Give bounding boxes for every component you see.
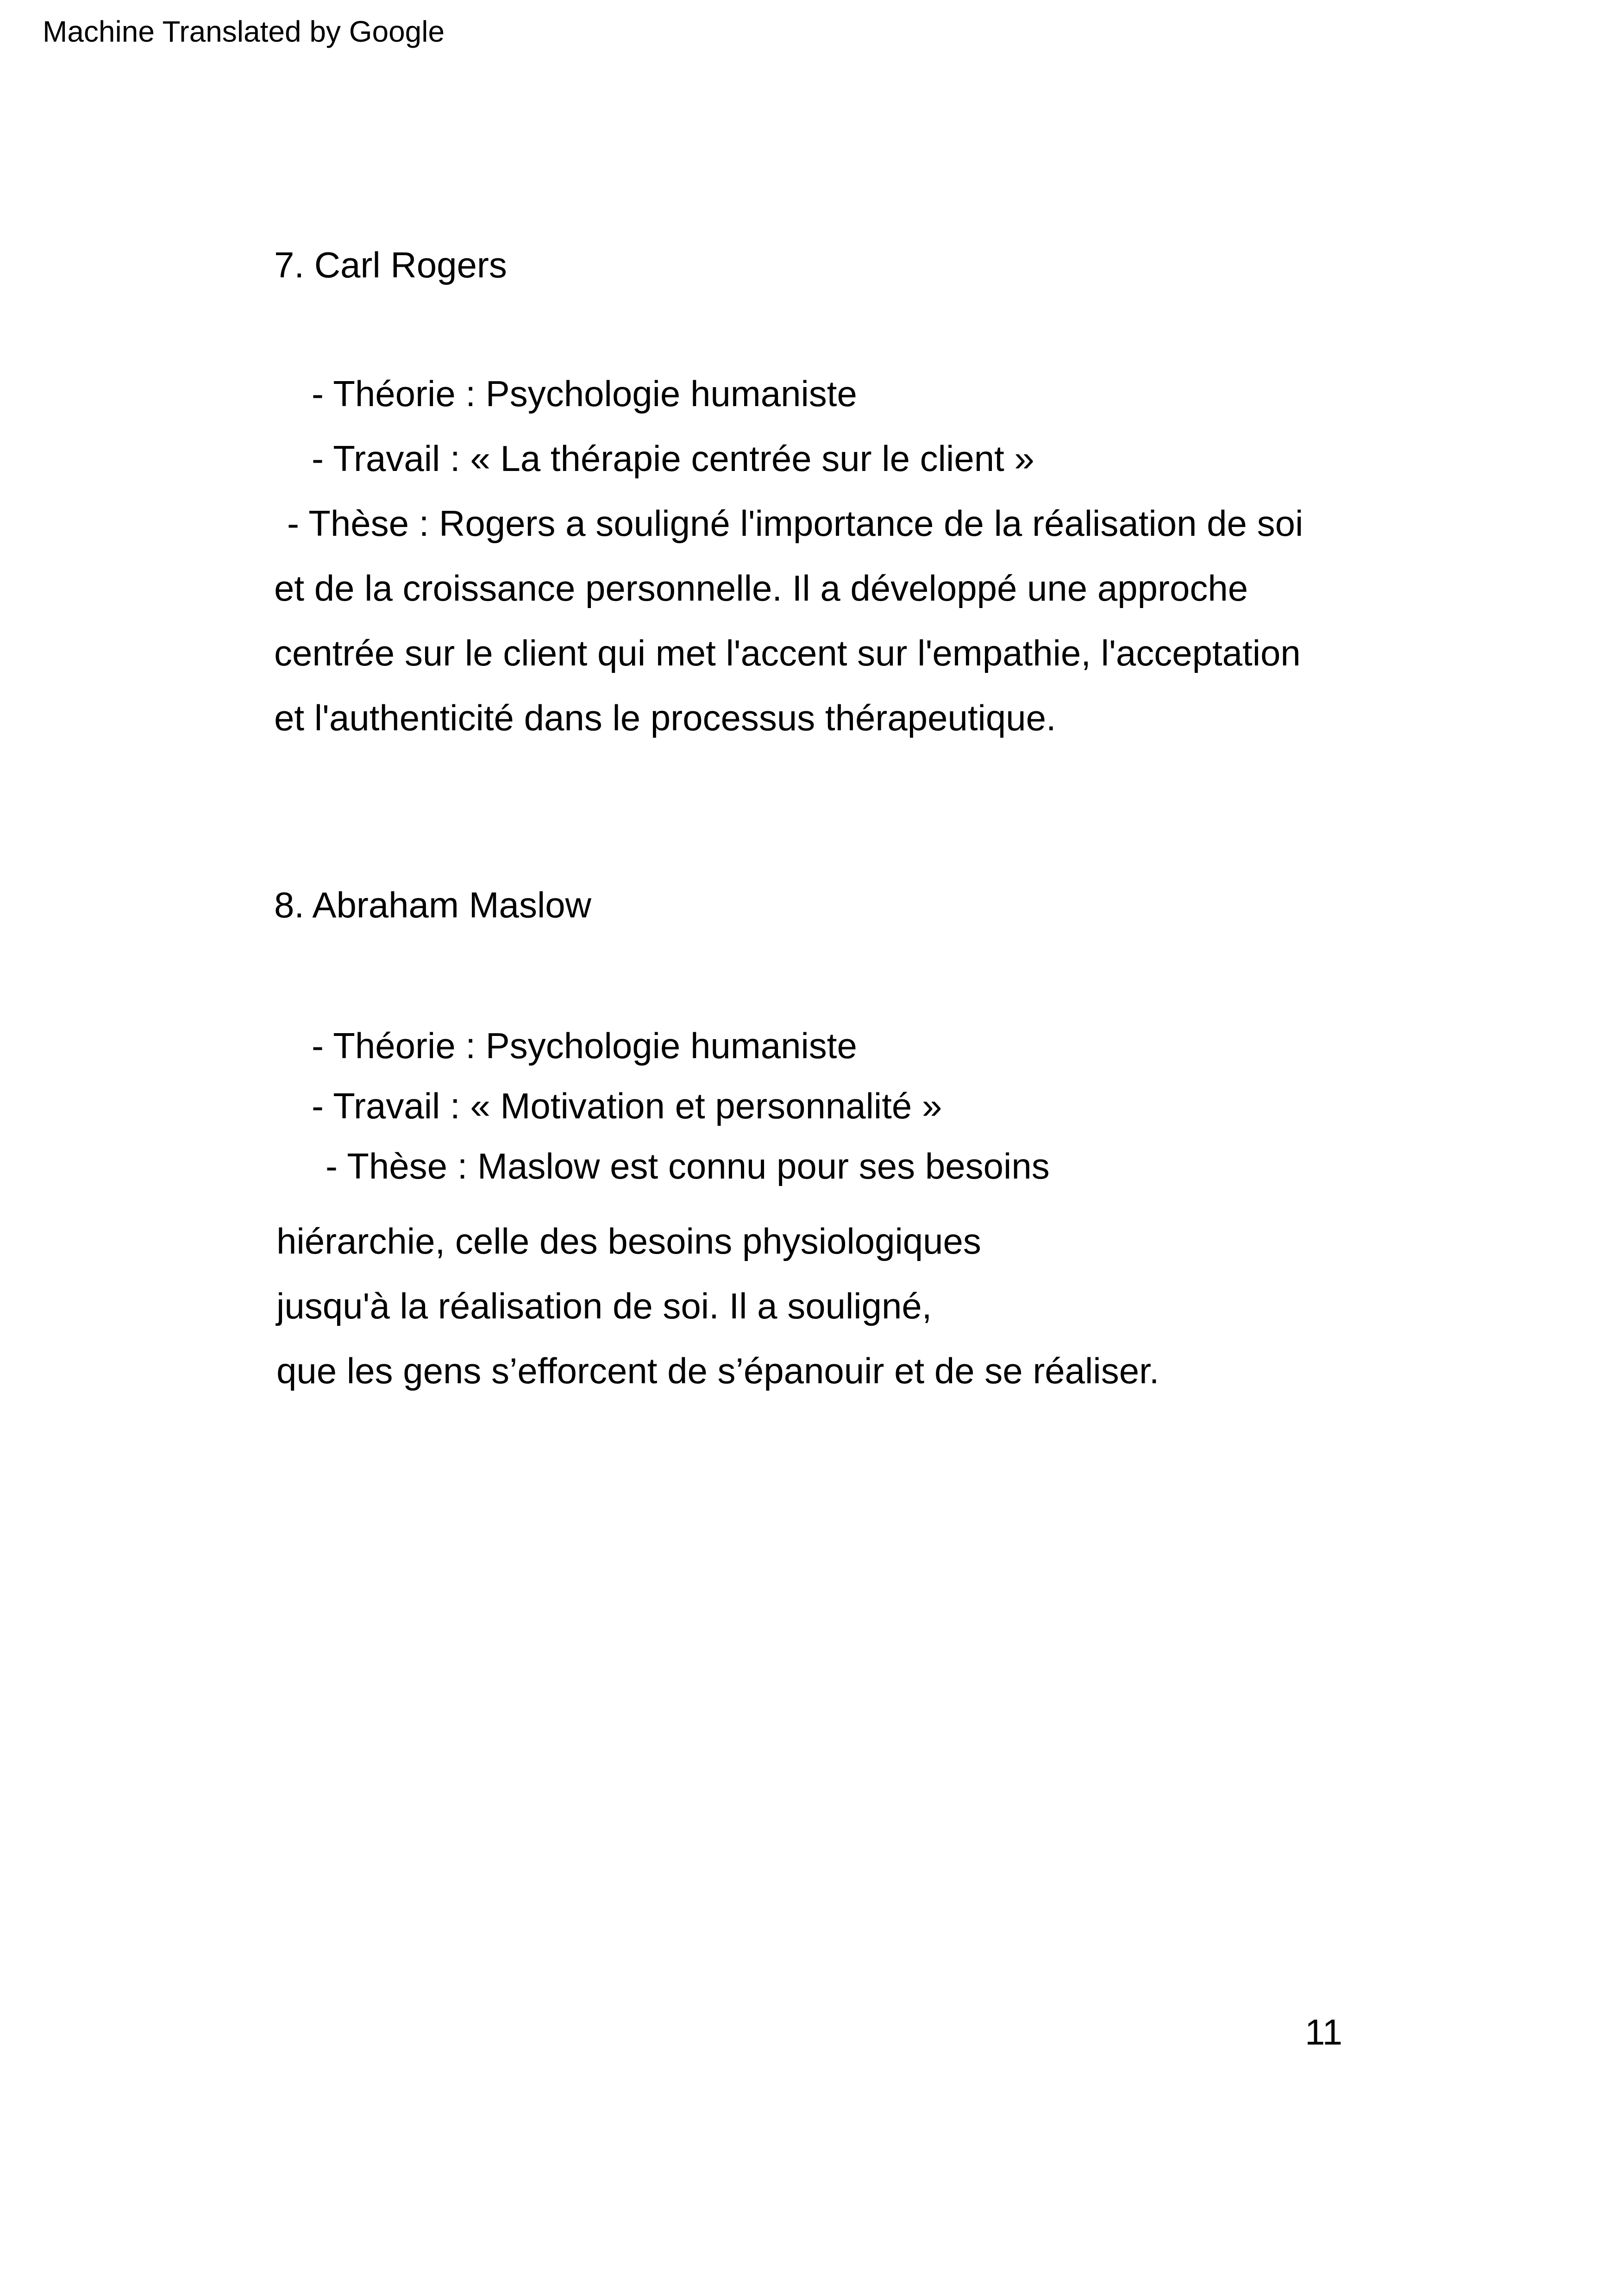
- thesis-continuation: centrée sur le client qui met l'accent sur l'empathie, l'acceptation: [274, 633, 1301, 673]
- theory-line: - Théorie : Psychologie humaniste: [312, 1025, 857, 1066]
- thesis-continuation: que les gens s’efforcent de s’épanouir et de se réaliser.: [276, 1350, 1159, 1391]
- theory-line: - Théorie : Psychologie humaniste: [312, 373, 857, 414]
- work-line: - Travail : « Motivation et personnalité »: [312, 1085, 942, 1126]
- machine-translation-note: Machine Translated by Google: [43, 15, 445, 48]
- thesis-line: - Thèse : Rogers a souligné l'importance de la réalisation de soi: [287, 503, 1304, 544]
- thesis-continuation: et de la croissance personnelle. Il a développé une approche: [274, 568, 1248, 609]
- thesis-line: - Thèse : Maslow est connu pour ses besoins: [326, 1146, 1050, 1186]
- section-title: 8. Abraham Maslow: [274, 885, 591, 925]
- section-title: 7. Carl Rogers: [274, 245, 507, 285]
- thesis-continuation: jusqu'à la réalisation de soi. Il a souligné,: [276, 1286, 932, 1326]
- thesis-continuation: et l'authenticité dans le processus thérapeutique.: [274, 697, 1056, 738]
- page-number: 11: [1305, 2012, 1342, 2052]
- thesis-continuation: hiérarchie, celle des besoins physiologiques: [276, 1221, 981, 1261]
- work-line: - Travail : « La thérapie centrée sur le client »: [312, 438, 1034, 479]
